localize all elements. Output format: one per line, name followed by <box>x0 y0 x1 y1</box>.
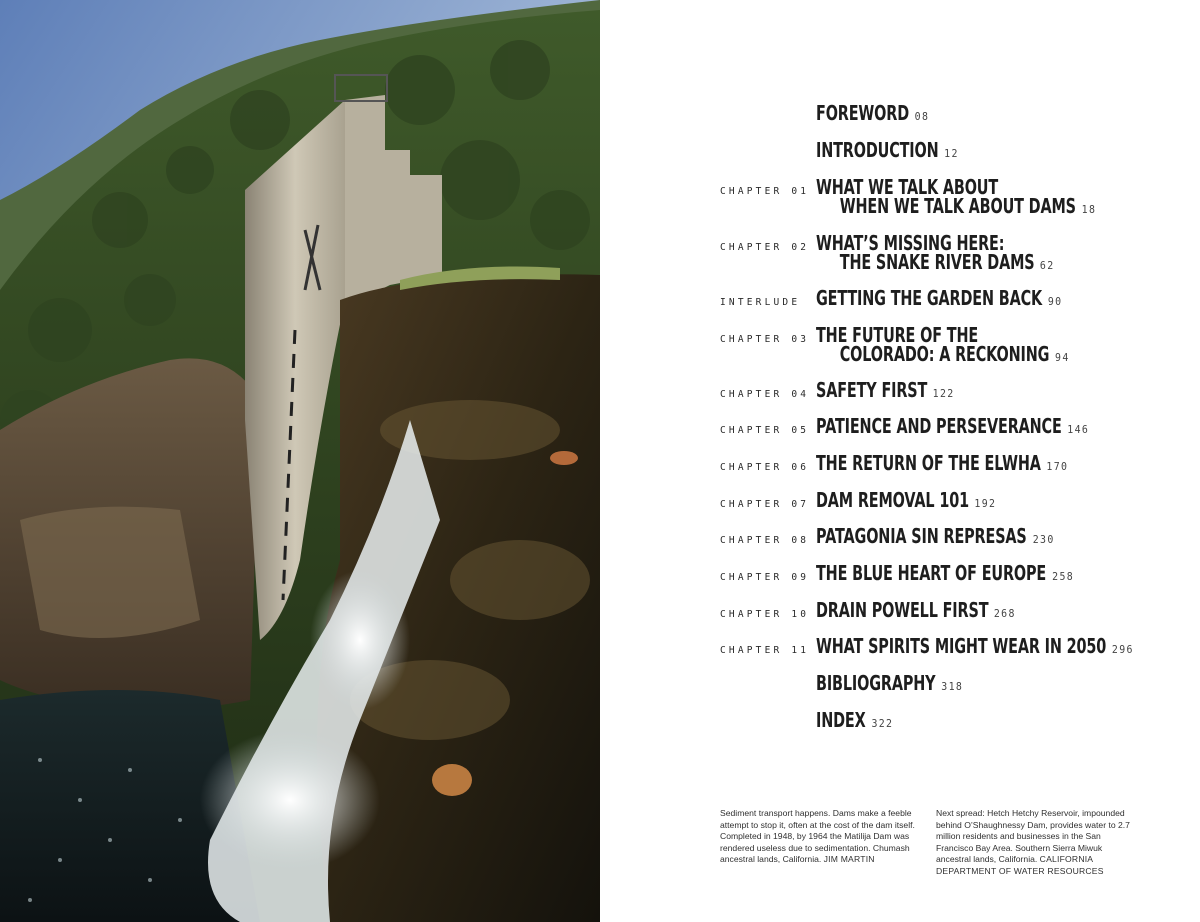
toc-chapter-label: CHAPTER 07 <box>720 499 810 510</box>
toc-page-number: 08 <box>914 110 930 123</box>
toc-page-number: 90 <box>1047 295 1063 308</box>
contents-page <box>600 0 1200 922</box>
toc-page-number: 146 <box>1067 423 1090 436</box>
toc-title: THE RETURN OF THE ELWHA <box>816 451 1041 475</box>
photo-credit: CALIFORNIA DEPARTMENT OF WATER RESOURCES <box>936 854 1104 876</box>
toc-chapter-label: CHAPTER 11 <box>720 645 810 656</box>
toc-title: INTRODUCTION <box>816 138 939 162</box>
toc-title: PATIENCE AND PERSEVERANCE <box>816 414 1062 438</box>
toc-page-number: 258 <box>1051 570 1074 583</box>
toc-title: INDEX <box>816 708 866 732</box>
photo-credit: JIM MARTIN <box>823 854 875 865</box>
toc-chapter-label: CHAPTER 09 <box>720 572 810 583</box>
toc-page-number: 18 <box>1081 203 1097 216</box>
toc-chapter-label: CHAPTER 05 <box>720 425 810 436</box>
toc-title: WHAT SPIRITS MIGHT WEAR IN 2050 <box>816 634 1107 658</box>
toc-chapter-label: CHAPTER 06 <box>720 462 810 473</box>
caption-text: Next spread: Hetch Hetchy Reservoir, impounded behind O’Shaughnessy Dam, provides water to 2.7 million residents and businesses in the San Francisco Bay Area. Southern Sierra Miwuk ancestral lands, California. <box>936 808 1130 865</box>
toc-chapter-label: CHAPTER 04 <box>720 389 810 400</box>
toc-title: SAFETY FIRST <box>816 378 928 402</box>
toc-page-number: 268 <box>994 607 1017 620</box>
toc-page-number: 62 <box>1040 259 1055 272</box>
toc-title: FOREWORD <box>816 101 910 125</box>
caption-text: Sediment transport happens. Dams make a feeble attempt to stop it, often at the cost of the dam itself. Completed in 1948, by 1964 the Matilija Dam was rendered useless due to sedimentation. Chumash ancestral lands, California. <box>720 808 915 865</box>
toc-title-line-2: WHEN WE TALK ABOUT DAMS <box>839 194 1076 218</box>
toc-title-line-2: THE SNAKE RIVER DAMS <box>839 250 1035 274</box>
toc-page-number: 230 <box>1032 533 1055 546</box>
toc-chapter-label: CHAPTER 08 <box>720 535 810 546</box>
toc-page-number: 192 <box>974 497 997 510</box>
toc-title: DAM REMOVAL 101 <box>816 488 969 512</box>
toc-page-number: 296 <box>1111 643 1134 656</box>
next-spread-caption <box>936 808 1132 878</box>
toc-page-number: 318 <box>941 680 964 693</box>
toc-page-number: 322 <box>871 717 894 730</box>
toc-chapter-label: CHAPTER 01 <box>720 186 810 197</box>
toc-chapter-label: CHAPTER 03 <box>720 334 810 345</box>
toc-title-line-1: WHAT WE TALK ABOUT <box>816 175 999 199</box>
toc-page-number: 122 <box>932 387 955 400</box>
toc-title: PATAGONIA SIN REPRESAS <box>816 524 1027 548</box>
toc-page-number: 12 <box>944 147 959 160</box>
toc-title-line-1: THE FUTURE OF THE <box>816 323 979 347</box>
toc-title: GETTING THE GARDEN BACK <box>816 286 1043 310</box>
toc-page-number: 94 <box>1055 351 1070 364</box>
photo-caption <box>720 808 925 866</box>
table-of-contents <box>600 0 1200 760</box>
toc-title-line-2: COLORADO: A RECKONING <box>839 342 1050 366</box>
toc-page-number: 170 <box>1046 460 1069 473</box>
toc-title: THE BLUE HEART OF EUROPE <box>816 561 1047 585</box>
toc-chapter-label: INTERLUDE <box>720 297 801 308</box>
toc-chapter-label: CHAPTER 02 <box>720 242 810 253</box>
toc-title: DRAIN POWELL FIRST <box>816 598 989 622</box>
toc-chapter-label: CHAPTER 10 <box>720 609 810 620</box>
toc-title-line-1: WHAT’S MISSING HERE: <box>816 231 1005 255</box>
toc-title: BIBLIOGRAPHY <box>816 671 936 695</box>
